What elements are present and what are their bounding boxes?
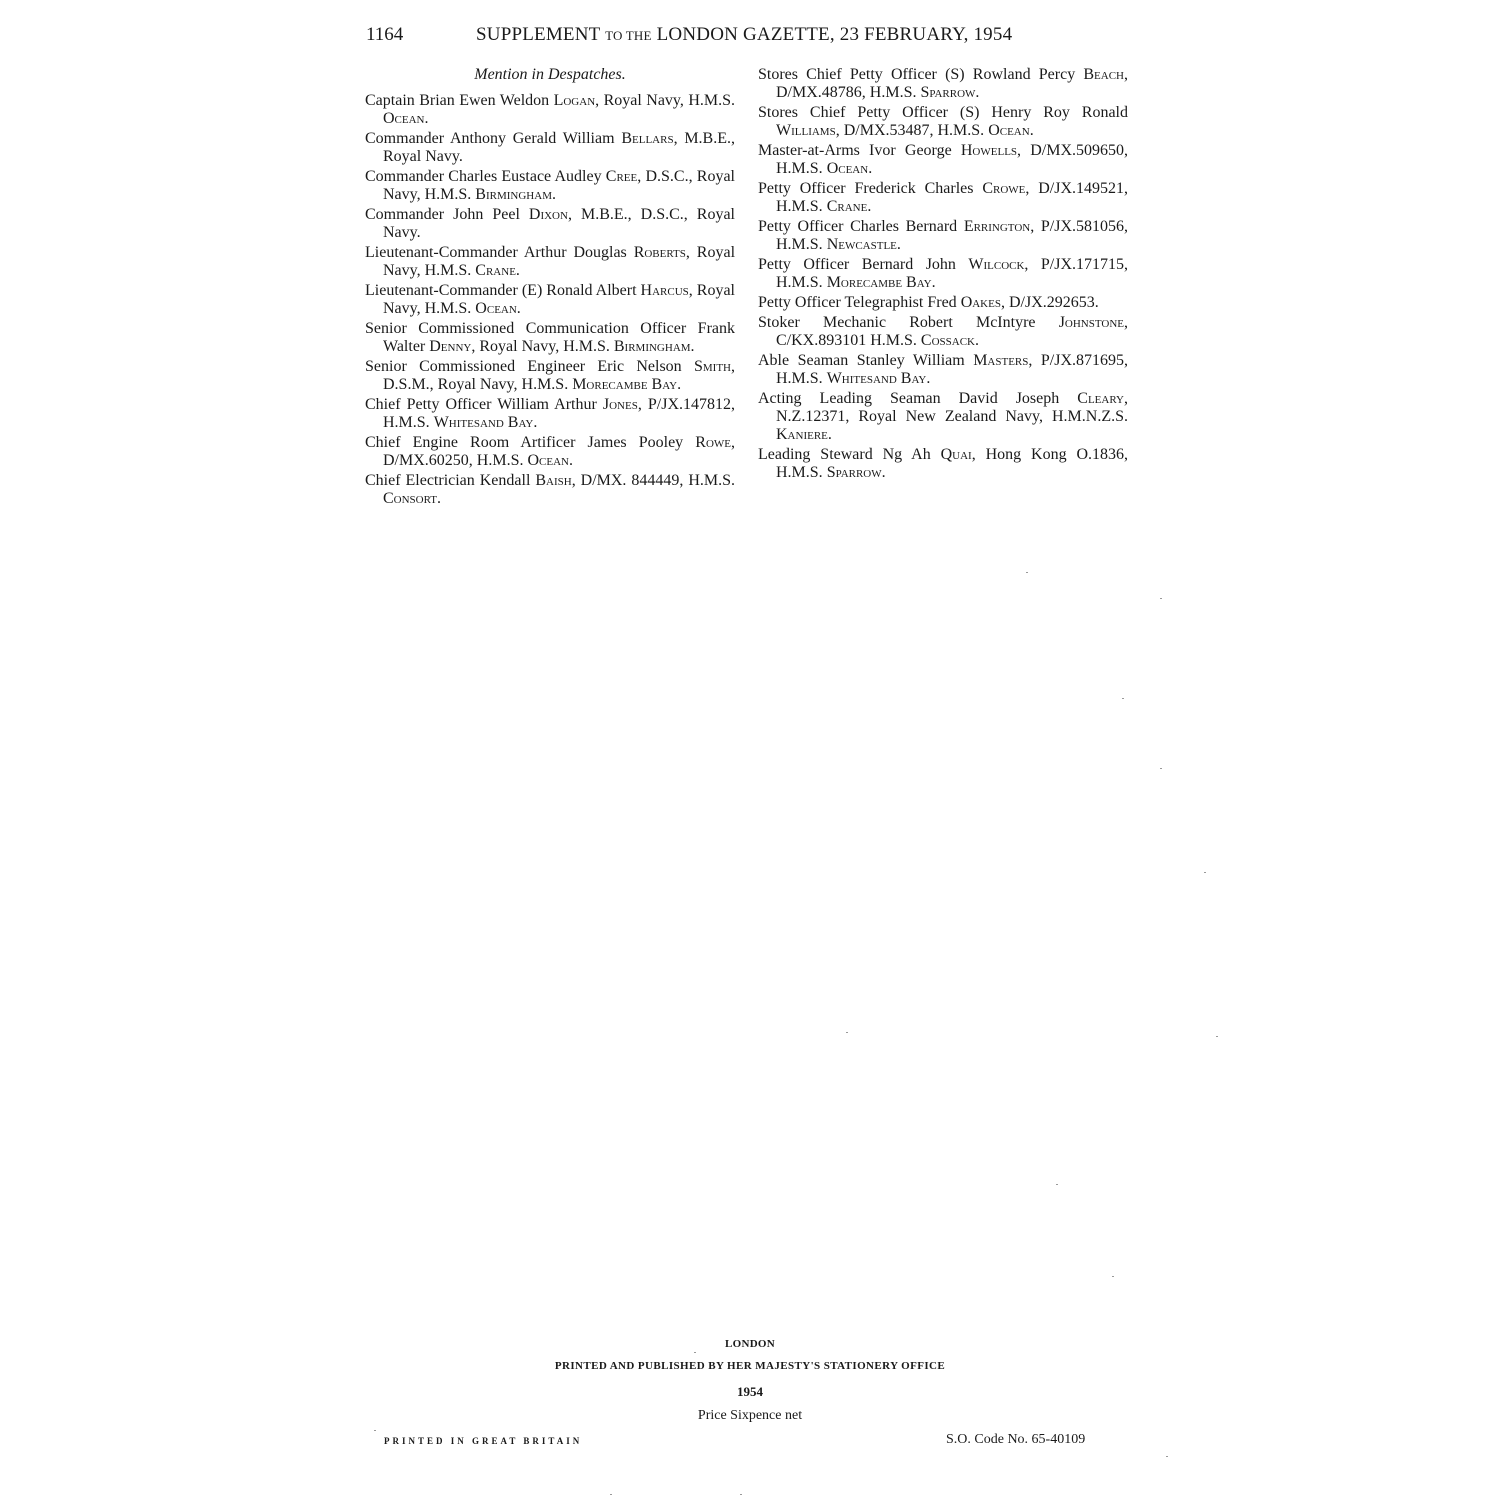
entry-end: . <box>551 186 556 203</box>
header-to-the: TO THE <box>605 28 652 43</box>
entry-rank-name: Able Seaman Stanley William <box>758 352 974 369</box>
scan-speck <box>1216 1036 1218 1037</box>
entry-rank-name: Captain Brian Ewen Weldon <box>365 92 554 109</box>
entry-rank-name: Stoker Mechanic Robert McIntyre <box>758 314 1059 331</box>
despatch-entry <box>758 180 1128 216</box>
entry-rank-name: Commander John Peel <box>365 206 529 223</box>
entry-rank-name: Chief Petty Officer William Arthur <box>365 396 603 413</box>
entry-surname: Smith <box>693 358 731 375</box>
entry-ship: Newcastle <box>826 236 897 253</box>
right-column <box>758 66 1128 484</box>
scan-speck <box>610 1494 612 1495</box>
despatch-entry <box>365 168 735 204</box>
entry-end: . <box>867 198 872 215</box>
despatch-entry <box>758 256 1128 292</box>
entry-surname: Wilcock <box>968 256 1025 273</box>
entry-end: . <box>975 84 980 101</box>
entry-ship: Kaniere <box>776 426 828 443</box>
footer-year: 1954 <box>737 1384 763 1399</box>
despatch-entry <box>365 320 735 356</box>
despatch-entry <box>758 314 1128 350</box>
footer-city: LONDON <box>724 1338 776 1350</box>
scan-speck <box>1122 698 1124 699</box>
footer-printed-in: PRINTED IN GREAT BRITAIN <box>384 1436 583 1446</box>
despatch-entry <box>365 130 735 166</box>
scan-speck <box>846 1032 848 1033</box>
despatch-entry <box>758 294 1128 312</box>
entry-details: , P/JX.871695, H.M.S. <box>776 352 1129 387</box>
entry-rank-name: Chief Engine Room Artificer James Pooley <box>365 434 696 451</box>
entry-surname: Howells <box>960 142 1018 159</box>
entry-rank-name: Senior Commissioned Engineer Eric Nelson <box>365 358 694 375</box>
entry-surname: Roberts <box>633 244 686 261</box>
despatch-entry <box>758 142 1128 178</box>
despatch-entry <box>758 352 1128 388</box>
entry-details: , M.B.E., D.S.C., Royal Navy. <box>383 206 735 241</box>
entry-details: , Royal Navy, H.M.S. <box>383 244 736 279</box>
despatch-entry <box>365 472 735 508</box>
entry-details: , Royal Navy, H.M.S. <box>595 92 735 109</box>
scan-speck <box>740 1494 742 1495</box>
entry-rank-name: Petty Officer Frederick Charles <box>758 180 983 197</box>
entry-ship: Birmingham <box>613 338 691 355</box>
scan-speck <box>694 1352 696 1353</box>
header-gazette-date: LONDON GAZETTE, 23 FEBRUARY, 1954 <box>656 24 1013 45</box>
footer-so-code: S.O. Code No. 65-40109 <box>946 1432 1086 1447</box>
entry-details: , D/MX. 844449, H.M.S. <box>571 472 736 489</box>
entry-details: , Royal Navy, H.M.S. <box>383 282 735 317</box>
scan-speck <box>1112 1276 1114 1277</box>
entry-ship: Consort <box>383 490 438 507</box>
entry-details: , M.B.E., Royal Navy. <box>383 130 736 165</box>
entry-rank-name: Commander Anthony Gerald William <box>365 130 622 147</box>
scan-speck <box>1026 572 1028 573</box>
entry-surname: Logan <box>553 92 596 109</box>
entry-ship: Crane <box>826 198 868 215</box>
entry-details: , C/KX.893101 H.M.S. <box>776 314 1128 349</box>
entry-details: , D/MX.53487, H.M.S. <box>835 122 989 139</box>
entry-ship: Ocean <box>826 160 869 177</box>
entry-end: . <box>533 414 538 431</box>
entry-surname: Johnstone <box>1058 314 1124 331</box>
despatch-entry <box>758 104 1128 140</box>
entry-details: , P/JX.147812, H.M.S. <box>383 396 736 431</box>
entry-details: , P/JX.581056, H.M.S. <box>776 218 1128 253</box>
despatch-entry <box>758 446 1128 482</box>
entry-details: , D/JX.149521, H.M.S. <box>776 180 1129 215</box>
despatch-entry <box>758 218 1128 254</box>
entry-end: . <box>868 160 873 177</box>
entry-surname: Cleary <box>1077 390 1124 407</box>
entry-surname: Williams <box>776 122 836 139</box>
entry-end: . <box>568 452 573 469</box>
entry-end: . <box>827 426 832 443</box>
entry-details: , D/MX.48786, H.M.S. <box>776 66 1128 101</box>
entry-rank-name: Stores Chief Petty Officer (S) Rowland Percy <box>758 66 1084 83</box>
entry-ship: Ocean <box>383 110 425 127</box>
entry-ship: Whitesand Bay <box>826 370 927 387</box>
despatch-entry <box>758 390 1128 444</box>
entry-ship: Crane <box>475 262 516 279</box>
page-header <box>476 24 1012 46</box>
entry-rank-name: Acting Leading Seaman David Joseph <box>758 390 1078 407</box>
entry-details: , Royal Navy, H.M.S. <box>471 338 614 355</box>
entry-ship: Morecambe Bay <box>572 376 678 393</box>
entry-details: , N.Z.12371, Royal New Zealand Navy, H.M.N.Z.S. <box>776 390 1128 425</box>
despatch-entry <box>365 358 735 394</box>
entry-end: . <box>926 370 931 387</box>
scan-speck <box>1204 872 1206 873</box>
entry-ship: Cossack <box>920 332 975 349</box>
despatch-entry <box>758 66 1128 102</box>
entry-rank-name: Commander Charles Eustace Audley <box>365 168 606 185</box>
entry-rank-name: Leading Steward Ng Ah <box>758 446 941 463</box>
entry-ship: Ocean <box>527 452 569 469</box>
entry-end: . <box>974 332 979 349</box>
entry-surname: Denny <box>429 338 472 355</box>
left-column <box>365 66 735 510</box>
entry-surname: Crowe <box>982 180 1026 197</box>
entry-surname: Bellars <box>621 130 674 147</box>
entry-details: , D.S.M., Royal Navy, H.M.S. <box>383 358 735 393</box>
footer-price: Price Sixpence net <box>697 1408 803 1423</box>
entry-surname: Errington <box>963 218 1031 235</box>
entry-surname: Rowe <box>695 434 731 451</box>
entry-end: . <box>677 376 682 393</box>
left-entry-list <box>365 92 735 508</box>
entry-ship: Ocean <box>475 300 517 317</box>
entry-details: , P/JX.171715, H.M.S. <box>776 256 1129 291</box>
header-supplement: SUPPLEMENT <box>476 24 601 45</box>
despatch-entry <box>365 206 735 242</box>
entry-surname: Baish <box>535 472 572 489</box>
entry-ship: Sparrow <box>826 464 882 481</box>
entry-details: , D.S.C., Royal Navy, H.M.S. <box>383 168 735 203</box>
entry-end: . <box>896 236 901 253</box>
entry-end: . <box>881 464 886 481</box>
despatch-entry <box>365 244 735 280</box>
entry-surname: Dixon <box>528 206 568 223</box>
entry-surname: Masters <box>973 352 1029 369</box>
despatch-entry <box>365 396 735 432</box>
right-entry-list <box>758 66 1128 482</box>
entry-end: . <box>515 262 520 279</box>
entry-details: , D/MX.60250, H.M.S. <box>383 434 735 469</box>
entry-ship: Morecambe Bay <box>826 274 932 291</box>
entry-ship: Whitesand Bay <box>433 414 534 431</box>
entry-details: , D/JX.292653. <box>1000 294 1099 311</box>
section-heading: Mention in Despatches. <box>474 66 626 83</box>
entry-details: , Hong Kong O.1836, H.M.S. <box>776 446 1128 481</box>
scan-speck <box>1160 598 1162 599</box>
entry-end: . <box>424 110 429 127</box>
entry-rank-name: Petty Officer Telegraphist Fred <box>758 294 961 311</box>
footer-printer: PRINTED AND PUBLISHED BY HER MAJESTY'S STATIONERY OFFICE <box>554 1360 946 1372</box>
entry-surname: Beach <box>1083 66 1124 83</box>
entry-rank-name: Petty Officer Charles Bernard <box>758 218 964 235</box>
entry-surname: Cree <box>605 168 638 185</box>
entry-surname: Quai <box>940 446 972 463</box>
despatch-entry <box>365 92 735 128</box>
entry-rank-name: Lieutenant-Commander Arthur Douglas <box>365 244 634 261</box>
entry-rank-name: Chief Electrician Kendall <box>365 472 536 489</box>
entry-ship: Birmingham <box>475 186 552 203</box>
entry-end: . <box>1029 122 1034 139</box>
entry-end: . <box>437 490 442 507</box>
scan-speck <box>374 1430 376 1431</box>
entry-rank-name: Petty Officer Bernard John <box>758 256 969 273</box>
entry-rank-name: Lieutenant-Commander (E) Ronald Albert <box>365 282 641 299</box>
entry-end: . <box>516 300 521 317</box>
page-number: 1164 <box>366 24 404 45</box>
scan-speck <box>1160 768 1162 769</box>
scan-speck <box>1166 1456 1168 1457</box>
entry-ship: Ocean <box>988 122 1030 139</box>
entry-ship: Sparrow <box>920 84 976 101</box>
despatch-entry <box>365 434 735 470</box>
entry-surname: Harcus <box>640 282 689 299</box>
entry-end: . <box>690 338 695 355</box>
entry-rank-name: Master-at-Arms Ivor George <box>758 142 961 159</box>
entry-rank-name: Senior Commissioned Communication Officer Frank Walter <box>365 320 735 355</box>
despatch-entry <box>365 282 735 318</box>
entry-details: , D/MX.509650, H.M.S. <box>776 142 1128 177</box>
entry-surname: Jones <box>602 396 638 413</box>
entry-end: . <box>931 274 936 291</box>
scan-speck <box>1056 1184 1058 1185</box>
entry-surname: Oakes <box>960 294 1001 311</box>
entry-rank-name: Stores Chief Petty Officer (S) Henry Roy Ronald <box>758 104 1128 121</box>
